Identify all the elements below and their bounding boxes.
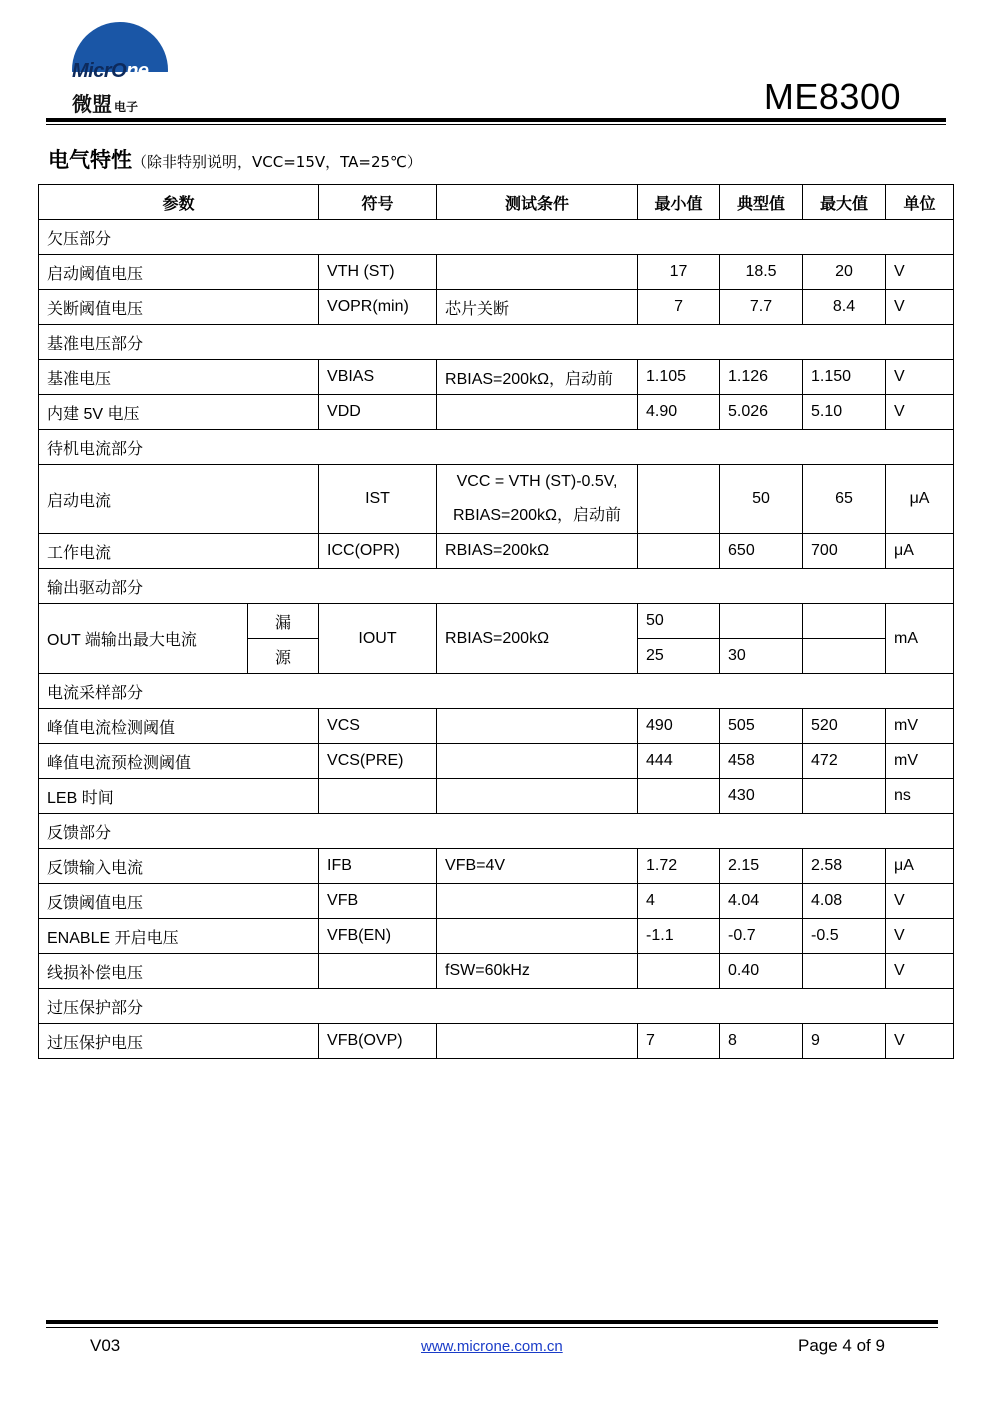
table-row: 内建 5V 电压 VDD 4.90 5.026 5.10 V — [39, 395, 954, 430]
footer-rule-thick — [46, 1320, 938, 1324]
header-condition: 测试条件 — [437, 185, 638, 220]
footer-rule-thin — [46, 1327, 938, 1328]
table-header-row — [39, 185, 954, 220]
header-symbol: 符号 — [319, 185, 437, 220]
company-logo — [68, 22, 172, 114]
header-param: 参数 — [39, 185, 319, 220]
header-rule-thin — [46, 124, 946, 125]
table-row: 峰值电流预检测阈值 VCS(PRE) 444 458 472 mV — [39, 744, 954, 779]
logo-brand: MicrOne — [72, 60, 149, 82]
table-row: 启动电流 IST VCC = VTH (ST)-0.5V, RBIAS=200kΩ，启动前 50 65 μA — [39, 465, 954, 534]
section-title: 电气特性（除非特别说明，VCC=15V，TA=25℃） — [48, 148, 422, 172]
category-row: 输出驱动部分 — [39, 569, 954, 604]
table-row: ENABLE 开启电压 VFB(EN) -1.1 -0.7 -0.5 V — [39, 919, 954, 954]
table-row: 基准电压 VBIAS RBIAS=200kΩ，启动前 1.105 1.126 1.150 V — [39, 360, 954, 395]
header-max: 最大值 — [803, 185, 886, 220]
header-unit: 单位 — [886, 185, 954, 220]
electrical-characteristics-table — [38, 184, 954, 1059]
model-number: ME8300 — [763, 76, 901, 117]
table-row: 关断阈值电压 VOPR(min) 芯片关断 7 7.7 8.4 V — [39, 290, 954, 325]
table-row: LEB 时间 430 ns — [39, 779, 954, 814]
version-label: V03 — [90, 1336, 121, 1355]
logo-cn: 微盟 电子 — [72, 92, 139, 116]
category-row: 待机电流部分 — [39, 430, 954, 465]
category-row: 基准电压部分 — [39, 325, 954, 360]
category-row: 反馈部分 — [39, 814, 954, 849]
table-row: OUT 端输出最大电流 漏 IOUT RBIAS=200kΩ 50 mA — [39, 604, 954, 639]
table-row: 工作电流 ICC(OPR) RBIAS=200kΩ 650 700 μA — [39, 534, 954, 569]
header-rule-thick — [46, 118, 946, 122]
category-row: 过压保护部分 — [39, 989, 954, 1024]
table-row: 源 25 30 — [39, 639, 954, 674]
website-link[interactable]: www.microne.com.cn — [421, 1338, 563, 1355]
header-typ: 典型值 — [720, 185, 803, 220]
table-row: 反馈阈值电压 VFB 4 4.04 4.08 V — [39, 884, 954, 919]
table-row: 过压保护电压 VFB(OVP) 7 8 9 V — [39, 1024, 954, 1059]
section-note: （除非特别说明，VCC=15V，TA=25℃） — [132, 153, 422, 171]
table-row: 启动阈值电压 VTH (ST) 17 18.5 20 V — [39, 255, 954, 290]
table-row: 反馈输入电流 IFB VFB=4V 1.72 2.15 2.58 μA — [39, 849, 954, 884]
page-number: Page 4 of 9 — [798, 1336, 885, 1355]
table-row: 峰值电流检测阈值 VCS 490 505 520 mV — [39, 709, 954, 744]
category-row: 欠压部分 — [39, 220, 954, 255]
category-row: 电流采样部分 — [39, 674, 954, 709]
table-row: 线损补偿电压 fSW=60kHz 0.40 V — [39, 954, 954, 989]
header-min: 最小值 — [638, 185, 720, 220]
